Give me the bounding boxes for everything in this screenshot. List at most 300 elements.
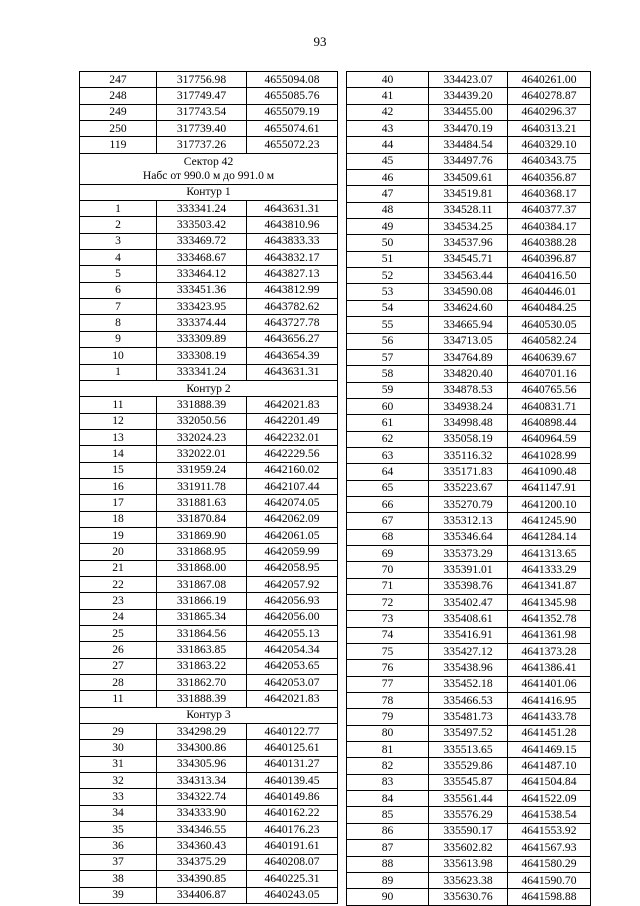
table-row: [347, 758, 591, 774]
point-number-cell: 82: [347, 758, 429, 774]
point-number-cell: 43: [347, 121, 429, 137]
table-row: [347, 791, 591, 807]
point-number-cell: 30: [80, 740, 157, 756]
point-number-cell: 22: [80, 576, 157, 592]
point-number-cell: 41: [347, 88, 429, 104]
table-row: [347, 513, 591, 529]
y-coordinate-cell: 4643631.31: [247, 364, 338, 380]
point-number-cell: 9: [80, 331, 157, 347]
y-coordinate-cell: 4642061.05: [247, 527, 338, 543]
x-coordinate-cell: 331863.22: [157, 658, 247, 674]
x-coordinate-cell: 334545.71: [429, 251, 508, 267]
point-number-cell: 59: [347, 382, 429, 398]
contour-header: Контур 2: [80, 380, 338, 396]
table-row: [347, 644, 591, 660]
point-number-cell: 73: [347, 611, 429, 627]
x-coordinate-cell: 334423.07: [429, 72, 508, 88]
point-number-cell: 90: [347, 889, 429, 905]
x-coordinate-cell: 334300.86: [157, 740, 247, 756]
table-row: [80, 348, 338, 364]
table-row: [347, 856, 591, 872]
table-row: [347, 268, 591, 284]
table-row: [80, 838, 338, 854]
table-row: [80, 871, 338, 887]
point-number-cell: 19: [80, 527, 157, 543]
y-coordinate-cell: 4643654.39: [247, 348, 338, 364]
sector-header: Сектор 42 Набс от 990.0 м до 991.0 м: [80, 153, 338, 184]
y-coordinate-cell: 4641090.48: [508, 464, 591, 480]
y-coordinate-cell: 4640530.05: [508, 317, 591, 333]
point-number-cell: 15: [80, 462, 157, 478]
point-number-cell: 4: [80, 250, 157, 266]
x-coordinate-cell: 334563.44: [429, 268, 508, 284]
x-coordinate-cell: 334360.43: [157, 838, 247, 854]
y-coordinate-cell: 4640765.56: [508, 382, 591, 398]
x-coordinate-cell: 317749.47: [157, 88, 247, 104]
point-number-cell: 50: [347, 235, 429, 251]
table-row: [80, 675, 338, 691]
y-coordinate-cell: 4640582.24: [508, 333, 591, 349]
x-coordinate-cell: 332050.56: [157, 413, 247, 429]
y-coordinate-cell: 4640446.01: [508, 284, 591, 300]
x-coordinate-cell: 333423.95: [157, 299, 247, 315]
table-row: [80, 560, 338, 576]
x-coordinate-cell: 334497.76: [429, 153, 508, 169]
x-coordinate-cell: 335590.17: [429, 823, 508, 839]
point-number-cell: 53: [347, 284, 429, 300]
x-coordinate-cell: 317743.54: [157, 104, 247, 120]
x-coordinate-cell: 335452.18: [429, 676, 508, 692]
table-row: [80, 282, 338, 298]
y-coordinate-cell: 4641352.78: [508, 611, 591, 627]
table-row: [347, 235, 591, 251]
point-number-cell: 27: [80, 658, 157, 674]
x-coordinate-cell: 333503.42: [157, 217, 247, 233]
x-coordinate-cell: 335391.01: [429, 562, 508, 578]
x-coordinate-cell: 334537.96: [429, 235, 508, 251]
table-row: [347, 349, 591, 365]
point-number-cell: 76: [347, 660, 429, 676]
x-coordinate-cell: 331911.78: [157, 478, 247, 494]
point-number-cell: 63: [347, 447, 429, 463]
y-coordinate-cell: 4641345.98: [508, 595, 591, 611]
y-coordinate-cell: 4640261.00: [508, 72, 591, 88]
table-row: [347, 889, 591, 905]
point-number-cell: 10: [80, 348, 157, 364]
y-coordinate-cell: 4640176.23: [247, 822, 338, 838]
y-coordinate-cell: 4641333.29: [508, 562, 591, 578]
point-number-cell: 250: [80, 121, 157, 137]
x-coordinate-cell: 333341.24: [157, 201, 247, 217]
point-number-cell: 87: [347, 840, 429, 856]
table-row: [80, 658, 338, 674]
table-row: [347, 186, 591, 202]
x-coordinate-cell: 333374.44: [157, 315, 247, 331]
x-coordinate-cell: 335373.29: [429, 545, 508, 561]
point-number-cell: 11: [80, 691, 157, 707]
x-coordinate-cell: 335427.12: [429, 644, 508, 660]
y-coordinate-cell: 4640368.17: [508, 186, 591, 202]
point-number-cell: 35: [80, 822, 157, 838]
point-number-cell: 42: [347, 104, 429, 120]
x-coordinate-cell: 335529.86: [429, 758, 508, 774]
table-row: [347, 840, 591, 856]
x-coordinate-cell: 334484.54: [429, 137, 508, 153]
y-coordinate-cell: 4640388.28: [508, 235, 591, 251]
table-row: [80, 88, 338, 104]
y-coordinate-cell: 4642054.34: [247, 642, 338, 658]
point-number-cell: 58: [347, 366, 429, 382]
point-number-cell: 64: [347, 464, 429, 480]
x-coordinate-cell: 333468.67: [157, 250, 247, 266]
y-coordinate-cell: 4641553.92: [508, 823, 591, 839]
table-row: [80, 593, 338, 609]
y-coordinate-cell: 4640243.05: [247, 887, 338, 903]
y-coordinate-cell: 4655072.23: [247, 137, 338, 153]
point-number-cell: 5: [80, 266, 157, 282]
y-coordinate-cell: 4641469.15: [508, 742, 591, 758]
x-coordinate-cell: 335623.38: [429, 872, 508, 888]
point-number-cell: 86: [347, 823, 429, 839]
point-number-cell: 38: [80, 871, 157, 887]
y-coordinate-cell: 4642059.99: [247, 544, 338, 560]
y-coordinate-cell: 4641341.87: [508, 578, 591, 594]
point-number-cell: 249: [80, 104, 157, 120]
x-coordinate-cell: 332022.01: [157, 446, 247, 462]
y-coordinate-cell: 4642058.95: [247, 560, 338, 576]
y-coordinate-cell: 4641522.09: [508, 791, 591, 807]
y-coordinate-cell: 4642053.07: [247, 675, 338, 691]
table-row: [347, 382, 591, 398]
y-coordinate-cell: 4640377.37: [508, 202, 591, 218]
y-coordinate-cell: 4640125.61: [247, 740, 338, 756]
point-number-cell: 84: [347, 791, 429, 807]
x-coordinate-cell: 334938.24: [429, 398, 508, 414]
y-coordinate-cell: 4640329.10: [508, 137, 591, 153]
x-coordinate-cell: 317739.40: [157, 121, 247, 137]
y-coordinate-cell: 4655079.19: [247, 104, 338, 120]
table-row: [80, 72, 338, 88]
y-coordinate-cell: 4642062.09: [247, 511, 338, 527]
table-row: [347, 496, 591, 512]
y-coordinate-cell: 4641147.91: [508, 480, 591, 496]
y-coordinate-cell: 4640122.77: [247, 724, 338, 740]
y-coordinate-cell: 4642160.02: [247, 462, 338, 478]
table-row: [347, 431, 591, 447]
point-number-cell: 61: [347, 415, 429, 431]
point-number-cell: 57: [347, 349, 429, 365]
point-number-cell: 7: [80, 299, 157, 315]
table-row: [347, 774, 591, 790]
table-row: [80, 233, 338, 249]
table-row: [80, 740, 338, 756]
table-row: [347, 153, 591, 169]
point-number-cell: 39: [80, 887, 157, 903]
y-coordinate-cell: 4655074.61: [247, 121, 338, 137]
page-number: 93: [313, 34, 327, 49]
y-coordinate-cell: 4641401.06: [508, 676, 591, 692]
table-row: [347, 202, 591, 218]
table-row: [347, 170, 591, 186]
y-coordinate-cell: 4641487.10: [508, 758, 591, 774]
y-coordinate-cell: 4643782.62: [247, 299, 338, 315]
point-number-cell: 68: [347, 529, 429, 545]
y-coordinate-cell: 4642057.92: [247, 576, 338, 592]
point-number-cell: 23: [80, 593, 157, 609]
table-row: [80, 854, 338, 870]
x-coordinate-cell: 334998.48: [429, 415, 508, 431]
point-number-cell: 56: [347, 333, 429, 349]
y-coordinate-cell: 4655094.08: [247, 72, 338, 88]
table-row: [80, 511, 338, 527]
table-row: [347, 121, 591, 137]
x-coordinate-cell: 334764.89: [429, 349, 508, 365]
point-number-cell: 25: [80, 626, 157, 642]
y-coordinate-cell: 4641567.93: [508, 840, 591, 856]
x-coordinate-cell: 331867.08: [157, 576, 247, 592]
x-coordinate-cell: 334519.81: [429, 186, 508, 202]
x-coordinate-cell: 317737.26: [157, 137, 247, 153]
point-number-cell: 71: [347, 578, 429, 594]
x-coordinate-cell: 334406.87: [157, 887, 247, 903]
table-row: [80, 121, 338, 137]
table-row: [80, 789, 338, 805]
coordinates-table-left: [79, 71, 338, 904]
x-coordinate-cell: 334346.55: [157, 822, 247, 838]
table-row: [80, 315, 338, 331]
y-coordinate-cell: 4643832.17: [247, 250, 338, 266]
point-number-cell: 49: [347, 219, 429, 235]
y-coordinate-cell: 4642201.49: [247, 413, 338, 429]
y-coordinate-cell: 4643810.96: [247, 217, 338, 233]
contour-header-row: [80, 707, 338, 723]
x-coordinate-cell: 335630.76: [429, 889, 508, 905]
point-number-cell: 46: [347, 170, 429, 186]
y-coordinate-cell: 4642232.01: [247, 429, 338, 445]
table-row: [80, 331, 338, 347]
point-number-cell: 34: [80, 805, 157, 821]
x-coordinate-cell: 331863.85: [157, 642, 247, 658]
y-coordinate-cell: 4642053.65: [247, 658, 338, 674]
y-coordinate-cell: 4641386.41: [508, 660, 591, 676]
point-number-cell: 20: [80, 544, 157, 560]
point-number-cell: 66: [347, 496, 429, 512]
x-coordinate-cell: 331868.95: [157, 544, 247, 560]
sector-header-row: [80, 153, 338, 184]
table-row: [347, 415, 591, 431]
y-coordinate-cell: 4641538.54: [508, 807, 591, 823]
y-coordinate-cell: 4642055.13: [247, 626, 338, 642]
point-number-cell: 26: [80, 642, 157, 658]
contour-header-row: [80, 380, 338, 396]
y-coordinate-cell: 4642107.44: [247, 478, 338, 494]
y-coordinate-cell: 4641361.98: [508, 627, 591, 643]
point-number-cell: 83: [347, 774, 429, 790]
coordinates-table-right: [346, 71, 591, 906]
point-number-cell: 36: [80, 838, 157, 854]
table-row: [347, 562, 591, 578]
point-number-cell: 1: [80, 364, 157, 380]
table-row: [80, 822, 338, 838]
table-row: [80, 250, 338, 266]
x-coordinate-cell: 334878.53: [429, 382, 508, 398]
y-coordinate-cell: 4640639.67: [508, 349, 591, 365]
table-row: [347, 480, 591, 496]
point-number-cell: 72: [347, 595, 429, 611]
y-coordinate-cell: 4640898.44: [508, 415, 591, 431]
point-number-cell: 60: [347, 398, 429, 414]
table-row: [347, 693, 591, 709]
table-row: [347, 595, 591, 611]
point-number-cell: 32: [80, 773, 157, 789]
y-coordinate-cell: 4640208.07: [247, 854, 338, 870]
x-coordinate-cell: 334322.74: [157, 789, 247, 805]
point-number-cell: 44: [347, 137, 429, 153]
table-row: [347, 807, 591, 823]
x-coordinate-cell: 331870.84: [157, 511, 247, 527]
table-row: [80, 773, 338, 789]
x-coordinate-cell: 335466.53: [429, 693, 508, 709]
table-row: [80, 527, 338, 543]
table-row: [80, 544, 338, 560]
table-row: [347, 317, 591, 333]
y-coordinate-cell: 4640356.87: [508, 170, 591, 186]
point-number-cell: 70: [347, 562, 429, 578]
y-coordinate-cell: 4640484.25: [508, 300, 591, 316]
table-row: [347, 447, 591, 463]
y-coordinate-cell: 4642021.83: [247, 691, 338, 707]
table-row: [80, 299, 338, 315]
y-coordinate-cell: 4640131.27: [247, 756, 338, 772]
y-coordinate-cell: 4640296.37: [508, 104, 591, 120]
table-row: [80, 724, 338, 740]
x-coordinate-cell: 335561.44: [429, 791, 508, 807]
x-coordinate-cell: 334455.00: [429, 104, 508, 120]
x-coordinate-cell: 335408.61: [429, 611, 508, 627]
point-number-cell: 2: [80, 217, 157, 233]
x-coordinate-cell: 334528.11: [429, 202, 508, 218]
y-coordinate-cell: 4641433.78: [508, 709, 591, 725]
point-number-cell: 62: [347, 431, 429, 447]
point-number-cell: 16: [80, 478, 157, 494]
table-row: [347, 284, 591, 300]
y-coordinate-cell: 4640384.17: [508, 219, 591, 235]
point-number-cell: 21: [80, 560, 157, 576]
x-coordinate-cell: 335312.13: [429, 513, 508, 529]
x-coordinate-cell: 335497.52: [429, 725, 508, 741]
table-row: [80, 691, 338, 707]
point-number-cell: 51: [347, 251, 429, 267]
table-row: [347, 627, 591, 643]
x-coordinate-cell: 335513.65: [429, 742, 508, 758]
y-coordinate-cell: 4643833.33: [247, 233, 338, 249]
x-coordinate-cell: 331865.34: [157, 609, 247, 625]
table-row: [80, 478, 338, 494]
y-coordinate-cell: 4640831.71: [508, 398, 591, 414]
x-coordinate-cell: 333308.19: [157, 348, 247, 364]
table-row: [80, 217, 338, 233]
y-coordinate-cell: 4640162.22: [247, 805, 338, 821]
table-row: [347, 464, 591, 480]
x-coordinate-cell: 332024.23: [157, 429, 247, 445]
table-row: [80, 429, 338, 445]
point-number-cell: 45: [347, 153, 429, 169]
table-row: [80, 576, 338, 592]
x-coordinate-cell: 331866.19: [157, 593, 247, 609]
point-number-cell: 248: [80, 88, 157, 104]
x-coordinate-cell: 334305.96: [157, 756, 247, 772]
point-number-cell: 13: [80, 429, 157, 445]
x-coordinate-cell: 333451.36: [157, 282, 247, 298]
point-number-cell: 74: [347, 627, 429, 643]
point-number-cell: 3: [80, 233, 157, 249]
y-coordinate-cell: 4640343.75: [508, 153, 591, 169]
table-row: [347, 104, 591, 120]
y-coordinate-cell: 4640396.87: [508, 251, 591, 267]
x-coordinate-cell: 334590.08: [429, 284, 508, 300]
table-row: [80, 642, 338, 658]
table-row: [347, 725, 591, 741]
y-coordinate-cell: 4640139.45: [247, 773, 338, 789]
point-number-cell: 77: [347, 676, 429, 692]
x-coordinate-cell: 331868.00: [157, 560, 247, 576]
y-coordinate-cell: 4641313.65: [508, 545, 591, 561]
x-coordinate-cell: 334313.34: [157, 773, 247, 789]
y-coordinate-cell: 4641416.95: [508, 693, 591, 709]
point-number-cell: 31: [80, 756, 157, 772]
point-number-cell: 18: [80, 511, 157, 527]
point-number-cell: 12: [80, 413, 157, 429]
x-coordinate-cell: 335481.73: [429, 709, 508, 725]
y-coordinate-cell: 4641598.88: [508, 889, 591, 905]
point-number-cell: 28: [80, 675, 157, 691]
point-number-cell: 80: [347, 725, 429, 741]
y-coordinate-cell: 4640149.86: [247, 789, 338, 805]
table-row: [347, 742, 591, 758]
point-number-cell: 75: [347, 644, 429, 660]
table-row: [347, 872, 591, 888]
x-coordinate-cell: 335438.96: [429, 660, 508, 676]
y-coordinate-cell: 4640964.59: [508, 431, 591, 447]
x-coordinate-cell: 317756.98: [157, 72, 247, 88]
x-coordinate-cell: 331869.90: [157, 527, 247, 543]
table-row: [347, 333, 591, 349]
x-coordinate-cell: 335602.82: [429, 840, 508, 856]
table-row: [80, 609, 338, 625]
table-row: [80, 446, 338, 462]
point-number-cell: 33: [80, 789, 157, 805]
x-coordinate-cell: 331888.39: [157, 397, 247, 413]
x-coordinate-cell: 333341.24: [157, 364, 247, 380]
y-coordinate-cell: 4642229.56: [247, 446, 338, 462]
y-coordinate-cell: 4641451.28: [508, 725, 591, 741]
x-coordinate-cell: 334390.85: [157, 871, 247, 887]
x-coordinate-cell: 335223.67: [429, 480, 508, 496]
point-number-cell: 85: [347, 807, 429, 823]
table-row: [80, 462, 338, 478]
x-coordinate-cell: 334820.40: [429, 366, 508, 382]
table-row: [80, 397, 338, 413]
x-coordinate-cell: 334665.94: [429, 317, 508, 333]
x-coordinate-cell: 333464.12: [157, 266, 247, 282]
x-coordinate-cell: 331888.39: [157, 691, 247, 707]
x-coordinate-cell: 335576.29: [429, 807, 508, 823]
point-number-cell: 69: [347, 545, 429, 561]
point-number-cell: 14: [80, 446, 157, 462]
table-row: [80, 756, 338, 772]
y-coordinate-cell: 4641580.29: [508, 856, 591, 872]
x-coordinate-cell: 335346.64: [429, 529, 508, 545]
